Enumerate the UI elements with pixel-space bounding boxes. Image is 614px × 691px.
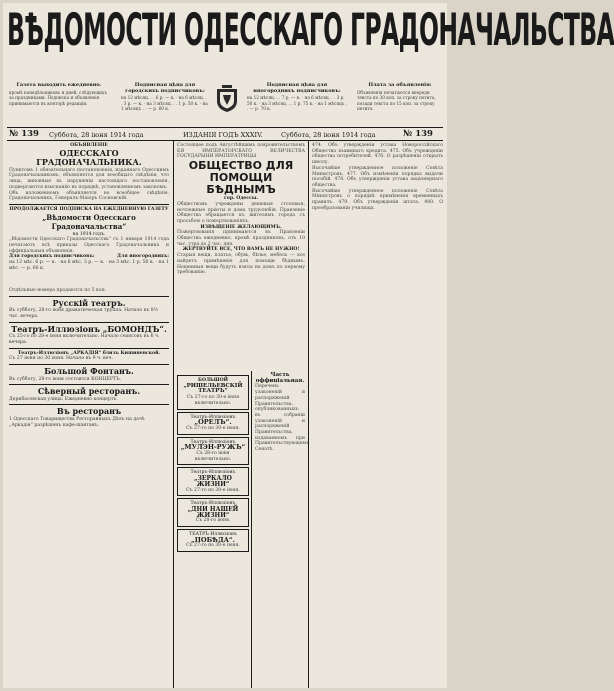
ad-arcadia: Театръ-Иллюзіонъ „АРКАДІЯ“ близъ Кишиневской. — [17, 350, 161, 356]
header-price-table-1: Подписная цѣна для городскихъ подписчиковъ: на 12 мѣсяц. . . 6 р. — к. · на 6 мѣсяц. . . 3 р. — к. · на 3 мѣсяц. . . 1 р. 50 к. · на 1 мѣсяцъ . . — р. 60 к. — [121, 82, 208, 112]
issue-date-left: Суббота, 28 іюня 1914 года — [49, 131, 144, 139]
header-price-table-2: Подписная цѣна для иногороднихъ подписчиковъ: на 12 мѣсяц. . . 7 р. — к. · на 6 мѣсяц. . . 3 р. 50 к. · на 3 мѣсяц. . . 1 р. 75 к. · на 1 мѣсяцъ . . — р. 70 к. — [247, 82, 348, 112]
ad-bomond: Театръ-Иллюзіонъ „БОМОНДЪ“. — [11, 323, 167, 334]
header-left-notice: Газета выходить ежедневно. кромѣ понедѣльниковъ и дней, слѣдующихъ за праздниками. Подписка и объявленія принимаются въ конторѣ редакціи. — [9, 82, 107, 106]
ad-fountain: Большой Фонтанъ. — [44, 366, 134, 377]
column-official: Часть оффиціальная. Перечень узаконеній и распоряженій Правительства, опубликованныхъ въ собраніи узаконеній и распоряженій Правительства, издаваемомъ при Правительствующемъ Сенатѣ. — [255, 372, 309, 453]
issue-year: ИЗДАНІЯ ГОДЪ ХХХІV. — [183, 131, 263, 139]
column-right: 474. Объ утвержденіи устава Новороссійскаго Общества взаимнаго кредита. 475. Объ учрежденіи общества потребителей. 476. О разрѣшеніи открыть школу. Высочайше утвержденное положеніе Совѣта Министровъ. 477. Объ измѣненіи порядка выдачи пособій. 478. Объ утвержденіи устава акціонернаго общества. Высочайше утвержденное положеніе Совѣта Министровъ о порядкѣ примѣненія временныхъ правилъ. 479. Объ утвержденіи штата. 480. О преобразованіи училища. — [312, 143, 443, 211]
ad-russian-theatre: Русскій театръ. — [52, 297, 126, 308]
column-middle: Состоящее подъ Августѣйшимъ покровительствомъ ЕЯ ИМПЕРАТОРСКАГО ВЕЛИЧЕСТВА ГОСУДАРЫНИ ИМПЕРАТРИЦЫ ОБЩЕСТВО ДЛЯ ПОМОЩИ БѢДНЫМЪ гор. Одессы. Обществомъ учреждены дешевыя столовыя, ночлежные пріюты и дома трудолюбія. Правленіе Общества обращается къ жителямъ города съ просьбою о пожертвованіяхъ. ИЗВѢЩЕНІЕ ЖЕЛАЮЩИМЪ. Пожертвованія принимаются въ Правленіи Общества ежедневно, кромѣ праздниковъ, отъ 10 час. утра до 2 час. дня. ЖЕРТВУЙТЕ ВСЕ, ЧТО ВАМЪ НЕ НУЖНО! Старыя вещи, платье, обувь, бѣлье, мебель — все найдетъ примѣненіе для помощи бѣднымъ. Ношенныя вещи будутъ взяты на домъ по первому требованію. — [177, 143, 305, 276]
issue-date-right: Суббота, 28 іюня 1914 года — [281, 131, 376, 139]
header-ad-price: Плата за объявленія: Объявленія печатаются впереди текста по 30 коп. за строку петита, позади текста по 15 коп. за строку петита. — [357, 82, 436, 112]
issue-number-left: № 139 — [9, 129, 39, 139]
ad-restaurant: Въ ресторанъ — [56, 406, 122, 417]
column-middle-ads: БОЛЬШОЙ „РИШЕЛЬЕВСКІЙ ТЕАТРЪ“ Съ 27-го по 30-е іюня включительно. Театръ-Иллюзіонъ „ОРЕЛЪ“. Съ 27-го по 30-е іюня. Театръ-Иллюзіонъ „МУЛЭН-РУЖЪ“ Съ 28-го іюня включительно. Театръ-Иллюзіонъ „ЗЕРКАЛО ЖИЗНИ“ Съ 27-го по 30-е іюня. Театръ-Иллюзіонъ „ДНИ НАШЕЙ ЖИЗНИ“ Съ 28-го іюня. ТЕАТРЪ Иллюзіонъ „ПОБѢДА“. Съ 27-го по 30-е іюня. — [177, 373, 249, 688]
coat-of-arms-icon — [215, 85, 239, 113]
masthead-title: ВѢДОМОСТИ ОДЕССКАГО ГРАДОНАЧАЛЬСТВА — [7, 3, 614, 57]
column-left: ОБЪЯВЛЕНІЕ ОДЕССКАГО ГРАДОНАЧАЛЬНИКА. Пунктомъ 1 обязательнаго постановленія, изданнаго Одесскимъ Градоначальникомъ, объявляется для всеобщаго свѣдѣнія, что лица, виновныя въ нарушеніи настоящаго постановленія, подвергаются взысканію въ порядкѣ, установленномъ закономъ. Объ изложенномъ объявляется во всеобщее свѣдѣніе. Градоначальникъ, Генералъ-Маіоръ Сосновскій. ПРОДОЛЖАЕТСЯ ПОДПИСКА НА ЕЖЕДНЕВНУЮ ГАЗЕТУ „Вѣдомости Одесскаго Градоначальства“ на 1914 годъ. „Вѣдомости Одесскаго Градоначальства“ съ 1 января 1914 года печатаютъ всѣ приказы Одесскаго Градоначальника и оффиціальныя объявленія. Для городскихъ подписчиковъ: Для иногороднихъ: на 12 мѣс. 6 р. — к. · на 6 мѣс. 3 р. — к. · на 3 мѣс. 1 р. 50 к. · на 1 мѣс. — р. 60 к. Отдѣльные номера продаются по 5 коп. Русскій театръ. Въ субботу, 28-го іюня драматическая труппа. Начало въ 8½ час. вечера. Театръ-Иллюзіонъ „БОМОНДЪ“. Съ 25-го по 28-е іюня включительно. Начало сеансовъ въ 6 ч. вечера. Театръ-Иллюзіонъ „АРКАДІЯ“ близъ Кишиневской. Съ 27 іюня по 30 іюня. Начало въ 9 ч. веч. Большой Фонтанъ. Въ субботу, 28-го іюня состоится КОНЦЕРТЪ. Сѣверный ресторанъ. Дерибасовская улица. Ежедневно концертъ. Въ ресторанъ 1 Одесскаго Товарищества Ресторанныхъ Дѣлъ на дачѣ „Аркадія“ разрѣшенъ кафе-шантанъ. — [9, 143, 169, 428]
newspaper-page — [3, 3, 614, 688]
issue-number-right: № 139 — [403, 129, 433, 139]
ad-north-restaurant: Сѣверный ресторанъ. — [37, 386, 141, 397]
society-title: ОБЩЕСТВО ДЛЯ ПОМОЩИ БѢДНЫМЪ — [188, 159, 294, 197]
